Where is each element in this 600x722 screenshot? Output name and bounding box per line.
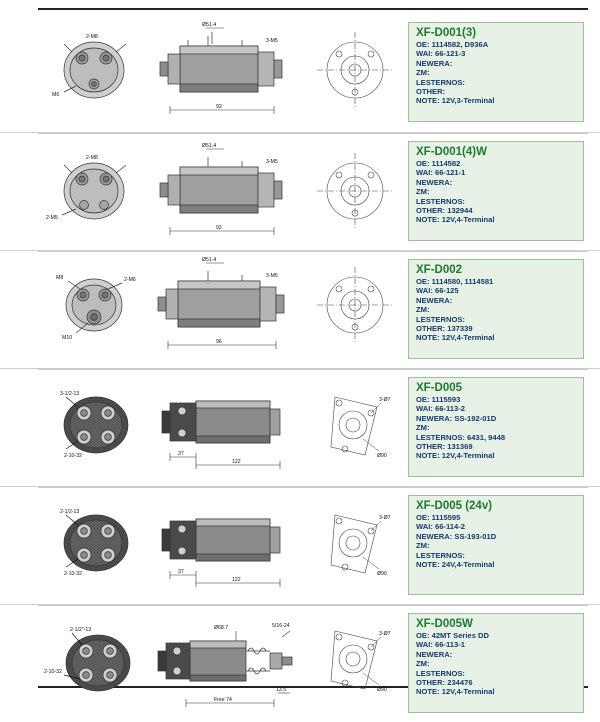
- svg-text:2-M6: 2-M6: [124, 277, 136, 283]
- side-view-drawing: [150, 605, 305, 722]
- spec-note: NOTE: 12V,4-Terminal: [416, 215, 495, 225]
- spec-panel: [408, 377, 584, 477]
- part-number: XF-D005W: [416, 618, 473, 630]
- end-view-drawing: [42, 605, 152, 722]
- spec-oe: OE: 1114580, 1114581: [416, 277, 494, 286]
- table-row: [0, 368, 600, 486]
- spec-other: OTHER: 137339: [416, 324, 473, 334]
- spec-oe: OE: 1114582, D936A: [416, 40, 489, 49]
- svg-text:M8: M8: [56, 275, 64, 281]
- svg-text:3-Ø7: 3-Ø7: [379, 631, 391, 637]
- spec-note: NOTE: 12V,4-Terminal: [416, 451, 495, 461]
- svg-text:Ø51.4: Ø51.4: [202, 22, 217, 28]
- svg-text:2-10-32: 2-10-32: [64, 453, 82, 459]
- end-view-drawing: [42, 251, 152, 368]
- spec-wai: WAI: 66-121-3: [416, 49, 466, 59]
- svg-text:2-10-32: 2-10-32: [44, 669, 62, 675]
- svg-text:M6: M6: [52, 92, 60, 98]
- svg-text:2-M8: 2-M8: [86, 34, 98, 40]
- svg-text:2-1/2-13: 2-1/2-13: [60, 509, 80, 515]
- svg-text:3-M5: 3-M5: [266, 38, 278, 44]
- spec-other: OTHER: 234476: [416, 678, 473, 688]
- spec-newera: NEWERA: SS-193-01D: [416, 531, 497, 541]
- svg-text:2-M5: 2-M5: [46, 215, 58, 221]
- svg-text:M10: M10: [62, 335, 73, 341]
- spec-zm: ZM:: [416, 659, 430, 669]
- face-view-drawing: [305, 369, 405, 486]
- spec-other: OTHER: 132944: [416, 206, 473, 216]
- face-view-drawing: [305, 605, 405, 722]
- spec-panel: [408, 495, 584, 595]
- face-view-drawing: [305, 133, 405, 250]
- spec-panel: [408, 22, 584, 122]
- table-row: [0, 486, 600, 604]
- spec-lesternos: LESTERNOS:: [416, 314, 465, 324]
- end-view-drawing: [42, 487, 152, 604]
- end-view-drawing: [42, 14, 152, 132]
- spec-newera: NEWERA: SS-192-01D: [416, 413, 497, 423]
- svg-text:92: 92: [216, 225, 222, 231]
- product-rows: [0, 14, 600, 722]
- spec-zm: ZM:: [416, 68, 430, 78]
- table-row: [0, 132, 600, 250]
- svg-text:122: 122: [232, 577, 241, 583]
- spec-newera: NEWERA:: [416, 177, 453, 187]
- svg-text:Ø90: Ø90: [377, 571, 387, 577]
- part-number: XF-D005 (24v): [416, 500, 493, 512]
- spec-zm: ZM:: [416, 305, 430, 315]
- spec-zm: ZM:: [416, 423, 430, 433]
- end-view-drawing: [42, 369, 152, 486]
- svg-text:Free 74: Free 74: [214, 697, 232, 703]
- side-view-drawing: [150, 133, 305, 250]
- face-view-drawing: [305, 487, 405, 604]
- side-view-drawing: [150, 251, 305, 368]
- svg-text:3-Ø7: 3-Ø7: [379, 397, 391, 403]
- side-view-drawing: [150, 487, 305, 604]
- top-rule: [38, 8, 588, 10]
- svg-text:Ø68.7: Ø68.7: [214, 625, 229, 631]
- svg-text:37: 37: [178, 569, 184, 575]
- spec-lesternos: LESTERNOS: 6431, 9448: [416, 432, 506, 442]
- svg-text:5/16-24: 5/16-24: [272, 623, 290, 629]
- spec-zm: ZM:: [416, 187, 430, 197]
- part-number: XF-D001(4)W: [416, 146, 487, 158]
- svg-text:2-1/2"-13: 2-1/2"-13: [70, 627, 92, 633]
- svg-text:Ø90: Ø90: [377, 687, 387, 693]
- svg-text:3-1/2-13: 3-1/2-13: [60, 391, 80, 397]
- spec-note: NOTE: 24V,4-Terminal: [416, 560, 495, 570]
- side-view-drawing: [150, 14, 305, 132]
- spec-note: NOTE: 12V,4-Terminal: [416, 333, 495, 343]
- spec-wai: WAI: 66-114-2: [416, 522, 465, 532]
- svg-text:3-M5: 3-M5: [266, 159, 278, 165]
- spec-note: NOTE: 12V,3-Terminal: [416, 96, 495, 106]
- spec-wai: WAI: 66-113-1: [416, 640, 465, 650]
- svg-text:2-10-32: 2-10-32: [64, 571, 82, 577]
- table-row: [0, 14, 600, 132]
- face-view-drawing: [305, 14, 405, 132]
- spec-panel: [408, 141, 584, 241]
- spec-lesternos: LESTERNOS:: [416, 668, 465, 678]
- spec-panel: [408, 613, 584, 713]
- face-view-drawing: [305, 251, 405, 368]
- svg-text:37: 37: [178, 451, 184, 457]
- spec-panel: [408, 259, 584, 359]
- svg-text:Ø51.4: Ø51.4: [202, 257, 217, 263]
- spec-note: NOTE: 12V,4-Terminal: [416, 687, 495, 697]
- svg-text:Ø90: Ø90: [377, 453, 387, 459]
- spec-newera: NEWERA:: [416, 295, 453, 305]
- svg-text:3-Ø7: 3-Ø7: [379, 515, 391, 521]
- spec-other: OTHER:: [416, 87, 446, 97]
- spec-wai: WAI: 66-113-2: [416, 404, 465, 414]
- spec-zm: ZM:: [416, 541, 430, 551]
- svg-text:122: 122: [232, 459, 241, 465]
- svg-text:92: 92: [216, 104, 222, 110]
- spec-lesternos: LESTERNOS:: [416, 196, 465, 206]
- spec-oe: OE: 42MT Series DD: [416, 631, 490, 640]
- svg-text:96: 96: [216, 339, 222, 345]
- svg-text:3-M5: 3-M5: [266, 273, 278, 279]
- svg-text:13.5: 13.5: [276, 687, 287, 693]
- svg-text:2-M8: 2-M8: [86, 155, 98, 161]
- spec-other: OTHER: 131369: [416, 442, 473, 452]
- side-view-drawing: [150, 369, 305, 486]
- part-number: XF-D001(3): [416, 27, 477, 39]
- spec-wai: WAI: 66-121-1: [416, 168, 466, 178]
- spec-oe: OE: 1115593: [416, 395, 461, 404]
- spec-oe: OE: 1114582: [416, 159, 461, 168]
- table-row: [0, 250, 600, 368]
- spec-newera: NEWERA:: [416, 649, 453, 659]
- spec-lesternos: LESTERNOS:: [416, 77, 465, 87]
- spec-wai: WAI: 66-125: [416, 286, 459, 296]
- end-view-drawing: [42, 133, 152, 250]
- table-row: [0, 604, 600, 722]
- spec-oe: OE: 1115595: [416, 513, 461, 522]
- svg-text:Ø51.4: Ø51.4: [202, 143, 217, 149]
- part-number: XF-D002: [416, 264, 463, 276]
- spec-lesternos: LESTERNOS:: [416, 550, 465, 560]
- spec-newera: NEWERA:: [416, 58, 453, 68]
- part-number: XF-D005: [416, 382, 463, 394]
